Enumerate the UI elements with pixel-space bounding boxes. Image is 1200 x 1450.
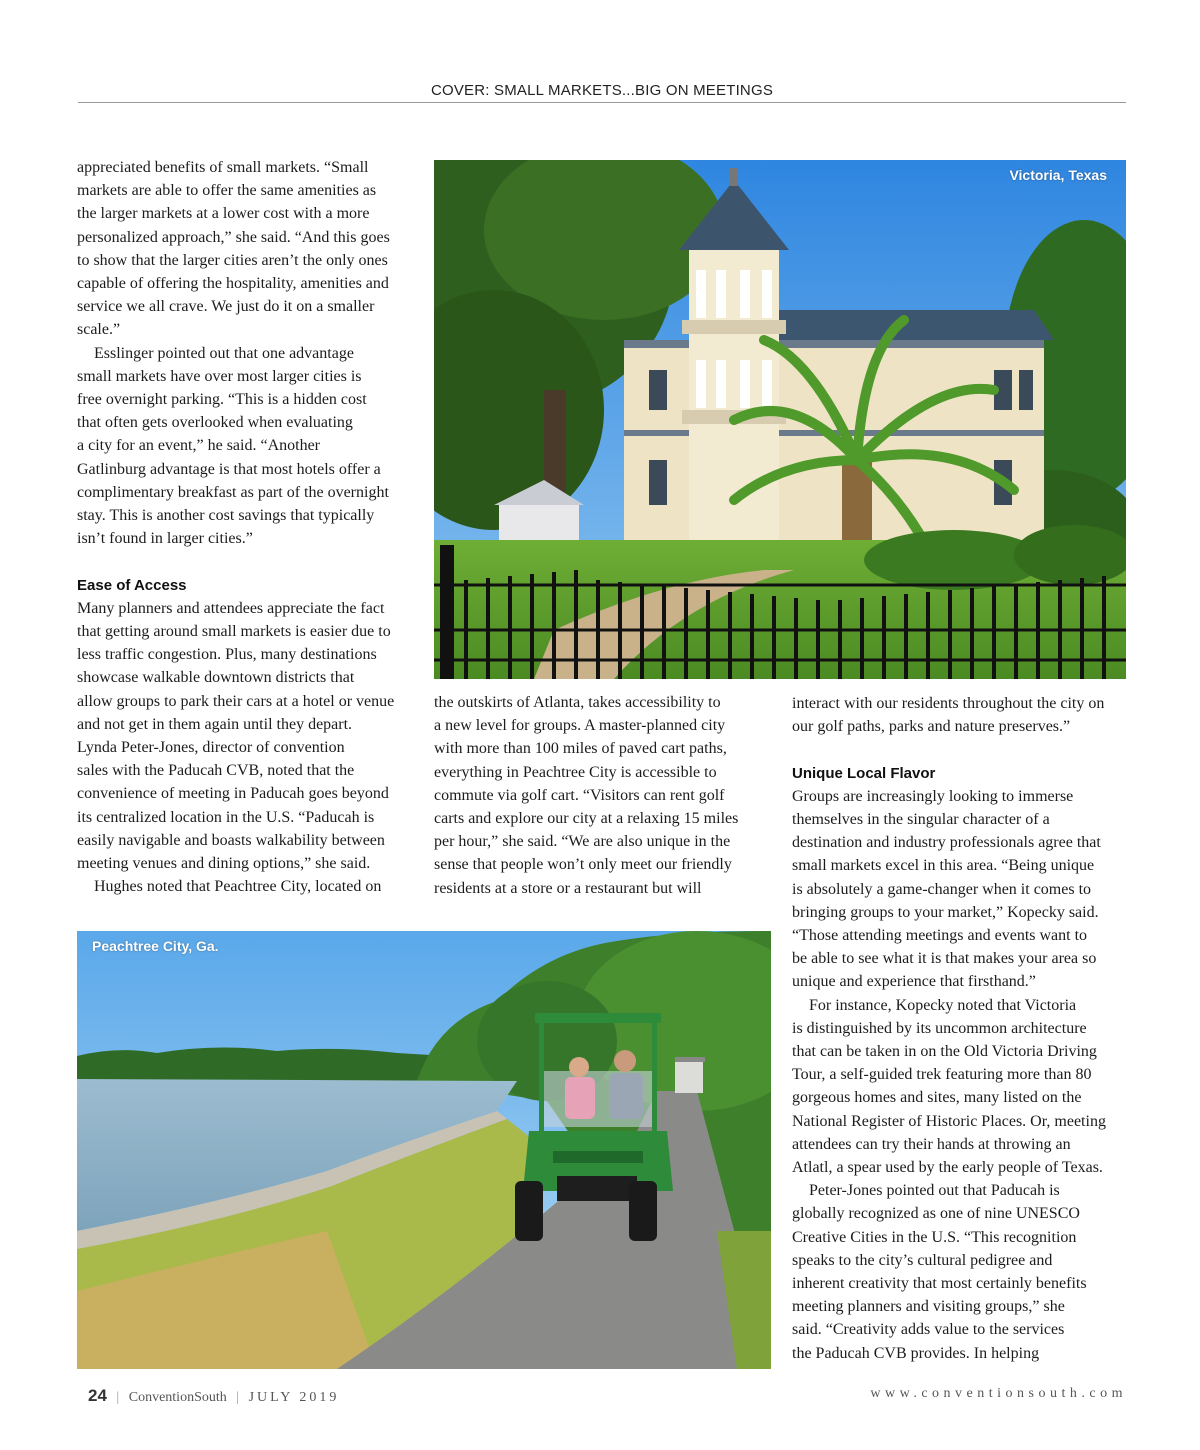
text-line: bringing groups to your market,” Kopecky said. bbox=[792, 903, 1099, 921]
footer-separator: | bbox=[236, 1390, 240, 1405]
text-line: less traffic congestion. Plus, many destinations bbox=[77, 646, 377, 664]
text-line: personalized approach,” she said. “And this goes bbox=[77, 228, 390, 246]
text-line: For instance, Kopecky noted that Victoria bbox=[809, 996, 1077, 1014]
text-line: Creative Cities in the U.S. “This recognition bbox=[792, 1228, 1077, 1246]
text-line: the Paducah CVB provides. In helping bbox=[792, 1344, 1040, 1362]
text-line: to show that the larger cities aren’t the only ones bbox=[77, 251, 388, 269]
text-line: destination and industry professionals agree that bbox=[792, 834, 1101, 852]
text-line: Peter-Jones pointed out that Paducah is bbox=[809, 1182, 1060, 1200]
text-line: be able to see what it is that makes your area so bbox=[792, 950, 1097, 968]
text-line: inherent creativity that most certainly benefits bbox=[792, 1275, 1087, 1293]
footer-website[interactable]: www.conventionsouth.com bbox=[870, 1386, 1127, 1401]
photo-caption-peachtree: Peachtree City, Ga. bbox=[92, 938, 219, 954]
text-line: that getting around small markets is easier due to bbox=[77, 623, 391, 641]
text-line: showcase walkable downtown districts that bbox=[77, 669, 355, 687]
text-line: globally recognized as one of nine UNESCO bbox=[792, 1205, 1080, 1223]
text-line: complimentary breakfast as part of the overnight bbox=[77, 483, 389, 501]
text-line: scale.” bbox=[77, 321, 121, 339]
text-line: “Those attending meetings and events want to bbox=[792, 927, 1088, 945]
text-line: Many planners and attendees appreciate the fact bbox=[77, 599, 385, 617]
text-line: said. “Creativity adds value to the services bbox=[792, 1321, 1065, 1339]
paragraph bbox=[792, 692, 1132, 738]
text-line: is distinguished by its uncommon architecture bbox=[792, 1019, 1087, 1037]
article-column-2 bbox=[434, 691, 774, 900]
text-line: free overnight parking. “This is a hidden cost bbox=[77, 391, 367, 409]
text-line: the outskirts of Atlanta, takes accessibility to bbox=[434, 694, 721, 711]
text-line: stay. This is another cost savings that typically bbox=[77, 507, 375, 525]
victorian-house-photo-icon bbox=[434, 160, 1126, 679]
text-line: its centralized location in the U.S. “Paducah is bbox=[77, 808, 375, 826]
paragraph bbox=[792, 785, 1132, 994]
text-line: that can be taken in on the Old Victoria Driving bbox=[792, 1043, 1097, 1061]
text-line: Gatlinburg advantage is that most hotels offer a bbox=[77, 460, 381, 478]
text-line: Atlatl, a spear used by the early people of Texas. bbox=[792, 1159, 1103, 1177]
section-heading-ease-of-access: Ease of Access bbox=[77, 576, 187, 594]
section-heading-unique-local-flavor: Unique Local Flavor bbox=[792, 764, 936, 782]
text-line: our golf paths, parks and nature preserves.” bbox=[792, 718, 1071, 736]
text-line: residents at a store or a restaurant but will bbox=[434, 879, 702, 897]
text-line: National Register of Historic Places. Or, meeting bbox=[792, 1112, 1106, 1130]
paragraph bbox=[792, 1179, 1132, 1365]
text-line: appreciated benefits of small markets. “Small bbox=[77, 159, 369, 176]
text-line: gorgeous homes and sites, many listed on the bbox=[792, 1089, 1082, 1107]
page-number: 24 bbox=[88, 1386, 107, 1405]
page-header-title: COVER: SMALL MARKETS...BIG ON MEETINGS bbox=[430, 82, 774, 99]
text-line: meeting planners and visiting groups,” she bbox=[792, 1298, 1065, 1316]
text-line: allow groups to park their cars at a hotel or venue bbox=[77, 692, 395, 710]
header-divider bbox=[78, 102, 1126, 103]
text-line: small markets excel in this area. “Being unique bbox=[792, 857, 1095, 875]
text-line: carts and explore our city at a relaxing 15 miles bbox=[434, 810, 739, 828]
paragraph bbox=[434, 691, 774, 900]
text-line: per hour,” she said. “We are also unique in the bbox=[434, 833, 731, 851]
text-line: unique and experience that firsthand.” bbox=[792, 973, 1036, 991]
text-line: small markets have over most larger cities is bbox=[77, 367, 362, 385]
text-line: themselves in the singular character of a bbox=[792, 811, 1050, 828]
peachtree-city-photo bbox=[77, 931, 771, 1369]
issue-date: JULY 2019 bbox=[248, 1390, 340, 1405]
paragraph bbox=[77, 156, 417, 342]
text-line: meeting venues and dining options,” she said. bbox=[77, 855, 371, 873]
text-line: a new level for groups. A master-planned city bbox=[434, 717, 726, 735]
article-column-1 bbox=[77, 156, 417, 898]
text-line: convenience of meeting in Paducah goes beyond bbox=[77, 785, 389, 803]
golf-cart-lake-photo-icon bbox=[77, 931, 771, 1369]
text-line: that often gets overlooked when evaluating bbox=[77, 414, 353, 432]
text-line: commute via golf cart. “Visitors can rent golf bbox=[434, 786, 725, 804]
paragraph bbox=[77, 875, 417, 898]
paragraph bbox=[77, 342, 417, 551]
text-line: easily navigable and boasts walkability between bbox=[77, 831, 385, 849]
text-line: is absolutely a game-changer when it comes to bbox=[792, 880, 1092, 898]
text-line: sense that people won’t only meet our friendly bbox=[434, 856, 732, 874]
text-line: service we all crave. We just do it on a smaller bbox=[77, 298, 375, 316]
footer-publication-info bbox=[88, 1386, 339, 1410]
text-line: Esslinger pointed out that one advantage bbox=[94, 344, 354, 362]
footer-separator: | bbox=[116, 1390, 120, 1405]
text-line: and not get in them again until they depart. bbox=[77, 715, 353, 733]
text-line: interact with our residents throughout the city on bbox=[792, 695, 1105, 712]
text-line: speaks to the city’s cultural pedigree and bbox=[792, 1251, 1053, 1269]
text-line: attendees can try their hands at throwing an bbox=[792, 1135, 1071, 1153]
text-line: the larger markets at a lower cost with a more bbox=[77, 205, 370, 223]
text-line: sales with the Paducah CVB, noted that the bbox=[77, 762, 355, 780]
text-line: Groups are increasingly looking to immerse bbox=[792, 787, 1074, 805]
text-line: capable of offering the hospitality, amenities and bbox=[77, 275, 389, 293]
text-line: isn’t found in larger cities.” bbox=[77, 530, 253, 548]
article-column-3 bbox=[792, 692, 1132, 1365]
paragraph bbox=[792, 994, 1132, 1180]
photo-caption-victoria: Victoria, Texas bbox=[1009, 167, 1107, 183]
text-line: markets are able to offer the same amenities as bbox=[77, 182, 377, 200]
text-line: Lynda Peter-Jones, director of convention bbox=[77, 739, 345, 757]
text-line: with more than 100 miles of paved cart paths, bbox=[434, 740, 727, 758]
text-line: Tour, a self-guided trek featuring more than 80 bbox=[792, 1066, 1092, 1084]
text-line: a city for an event,” he said. “Another bbox=[77, 437, 321, 455]
paragraph bbox=[77, 597, 417, 875]
publication-name: ConventionSouth bbox=[128, 1390, 227, 1405]
text-line: everything in Peachtree City is accessible to bbox=[434, 763, 717, 781]
victoria-texas-photo bbox=[434, 160, 1126, 679]
text-line: Hughes noted that Peachtree City, located on bbox=[94, 878, 382, 896]
